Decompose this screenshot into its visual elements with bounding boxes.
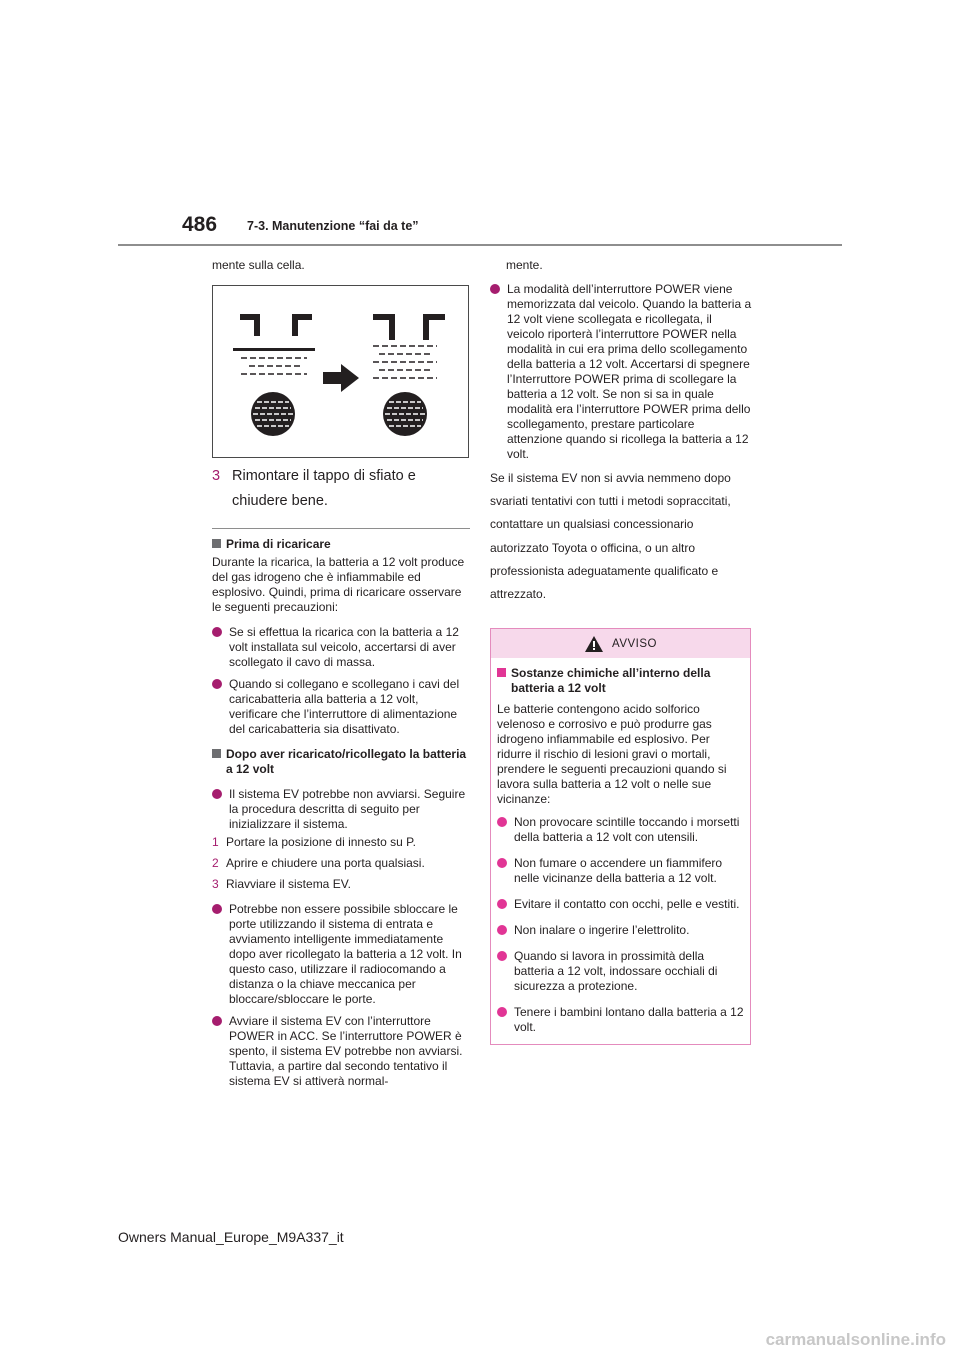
footer-manual-id: Owners Manual_Europe_M9A337_it bbox=[118, 1229, 344, 1245]
warning-header bbox=[491, 629, 750, 658]
list-item: Quando si collegano e scollegano i cavi del caricabatteria alla batteria a 12 volt, verificare che l’interruttore di alimentazione del caricabatteria sia disattivato. bbox=[212, 677, 470, 737]
ev-not-starting-paragraph: Se il sistema EV non si avvia nemmeno dopo svariati tentativi con tutti i metodi sopraccitati, contattare un qualsiasi concessionario autorizzato Toyota o officina, o un altro professionista adeguatamente qualificato e attrezzato. bbox=[490, 471, 731, 602]
list-item: Quando si lavora in prossimità della batteria a 12 volt, indossare occhiali di sicurezza a protezione. bbox=[497, 949, 744, 994]
electrolyte-level-illustration bbox=[212, 285, 469, 458]
continued-text: mente. bbox=[506, 258, 543, 272]
square-bullet-icon bbox=[497, 668, 506, 677]
square-bullet-icon bbox=[212, 539, 221, 548]
bullet-dot-icon bbox=[212, 1016, 222, 1026]
bullet-dot-icon bbox=[497, 925, 507, 935]
bullet-dot-icon bbox=[497, 951, 507, 961]
warning-heading: Sostanze chimiche all’interno della batteria a 12 volt bbox=[497, 666, 744, 696]
intro-text: mente sulla cella. bbox=[212, 258, 305, 272]
warning-box bbox=[490, 628, 751, 1045]
bullet-dot-icon bbox=[212, 789, 222, 799]
step-1-park-position: 1 Portare la posizione di innesto su P. bbox=[212, 835, 416, 849]
list-item: Non inalare o ingerire l’elettrolito. bbox=[497, 923, 744, 938]
battery-cell-diagram bbox=[213, 286, 468, 457]
step-2-open-close-door: 2 Aprire e chiudere una porta qualsiasi. bbox=[212, 856, 425, 870]
square-bullet-icon bbox=[212, 749, 221, 758]
step-3-reinstall-cap bbox=[212, 464, 470, 514]
bullet-dot-icon bbox=[497, 858, 507, 868]
list-item: Evitare il contatto con occhi, pelle e vestiti. bbox=[497, 897, 744, 912]
warning-paragraph: Le batterie contengono acido solforico velenoso e corrosivo e può produrre gas idrogeno infiammabile ed esplosivo. Per ridurre il rischio di lesioni gravi o mortali, prendere le seguenti precauzioni quando si lavora sulla batteria a 12 volt o nelle sue vicinanze: bbox=[497, 702, 727, 807]
section-divider bbox=[212, 528, 470, 529]
bullet-dot-icon bbox=[497, 899, 507, 909]
left-column bbox=[212, 258, 470, 1096]
list-item: Potrebbe non essere possibile sbloccare le porte utilizzando il sistema di entrata e avviamento intelligente immediatamente dopo aver ricollegato la batteria a 12 volt. In questo caso, utilizzare il radiocomando a distanza o la chiave meccanica per bloccare/sbloccare le porte. bbox=[212, 902, 470, 1007]
right-column bbox=[490, 258, 752, 1045]
bullet-dot-icon bbox=[490, 284, 500, 294]
step-number: 3 bbox=[212, 468, 221, 484]
list-item: Tenere i bambini lontano dalla batteria a 12 volt. bbox=[497, 1005, 744, 1035]
list-item: La modalità dell’interruttore POWER viene memorizzata dal veicolo. Quando la batteria a 12 volt viene scollegata e ricollegata, il veicolo riporterà l’interruttore POWER nella modalità in cui era prima dello scollegamento della batteria a 12 volt. Accertarsi di spegnere l’Interruttore POWER prima di scollegare la batteria a 12 volt. Se non si sa in quale modalità era l’interruttore POWER prima dello scollegamento, prestare particolare attenzione quando si ricollega la batteria a 12 volt. bbox=[490, 282, 752, 462]
bullet-dot-icon bbox=[212, 679, 222, 689]
step-3-restart-ev: 3 Riavviare il sistema EV. bbox=[212, 877, 351, 891]
page-number: 486 bbox=[182, 213, 218, 236]
list-item: Avviare il sistema EV con l’interruttore POWER in ACC. Se l’interruttore POWER è spento, il sistema EV potrebbe non avviarsi. Tuttavia, a partire dal secondo tentativo il sistema EV si attiverà normal- bbox=[212, 1014, 470, 1089]
list-item: Non provocare scintille toccando i morsetti della batteria a 12 volt con utensili. bbox=[497, 815, 744, 845]
step-text: Rimontare il tappo di sfiato e chiudere bene. bbox=[232, 468, 416, 509]
bullet-dot-icon bbox=[497, 1007, 507, 1017]
list-item: Non fumare o accendere un fiammifero nelle vicinanze della batteria a 12 volt. bbox=[497, 856, 744, 886]
list-item: Il sistema EV potrebbe non avviarsi. Seguire la procedura descritta di seguito per inizializzare il sistema. bbox=[212, 787, 470, 832]
bullet-dot-icon bbox=[497, 817, 507, 827]
list-item: Se si effettua la ricarica con la batteria a 12 volt installata sul veicolo, accertarsi di aver scollegato il cavo di massa. bbox=[212, 625, 470, 670]
warning-label: AVVISO bbox=[612, 637, 657, 650]
warning-triangle-icon bbox=[584, 635, 604, 653]
watermark: carmanualsonline.info bbox=[765, 1330, 946, 1349]
heading-before-charging: Prima di ricaricare bbox=[212, 537, 470, 552]
section-title: 7-3. Manutenzione “fai da te” bbox=[247, 219, 419, 233]
bullet-dot-icon bbox=[212, 627, 222, 637]
header-divider bbox=[118, 244, 842, 246]
bullet-dot-icon bbox=[212, 904, 222, 914]
heading-after-recharging: Dopo aver ricaricato/ricollegato la batteria a 12 volt bbox=[212, 747, 470, 777]
warning-body bbox=[491, 658, 750, 1035]
charging-intro-paragraph: Durante la ricarica, la batteria a 12 volt produce del gas idrogeno che è infiammabile ed esplosivo. Quindi, prima di ricaricare osservare le seguenti precauzioni: bbox=[212, 555, 465, 614]
